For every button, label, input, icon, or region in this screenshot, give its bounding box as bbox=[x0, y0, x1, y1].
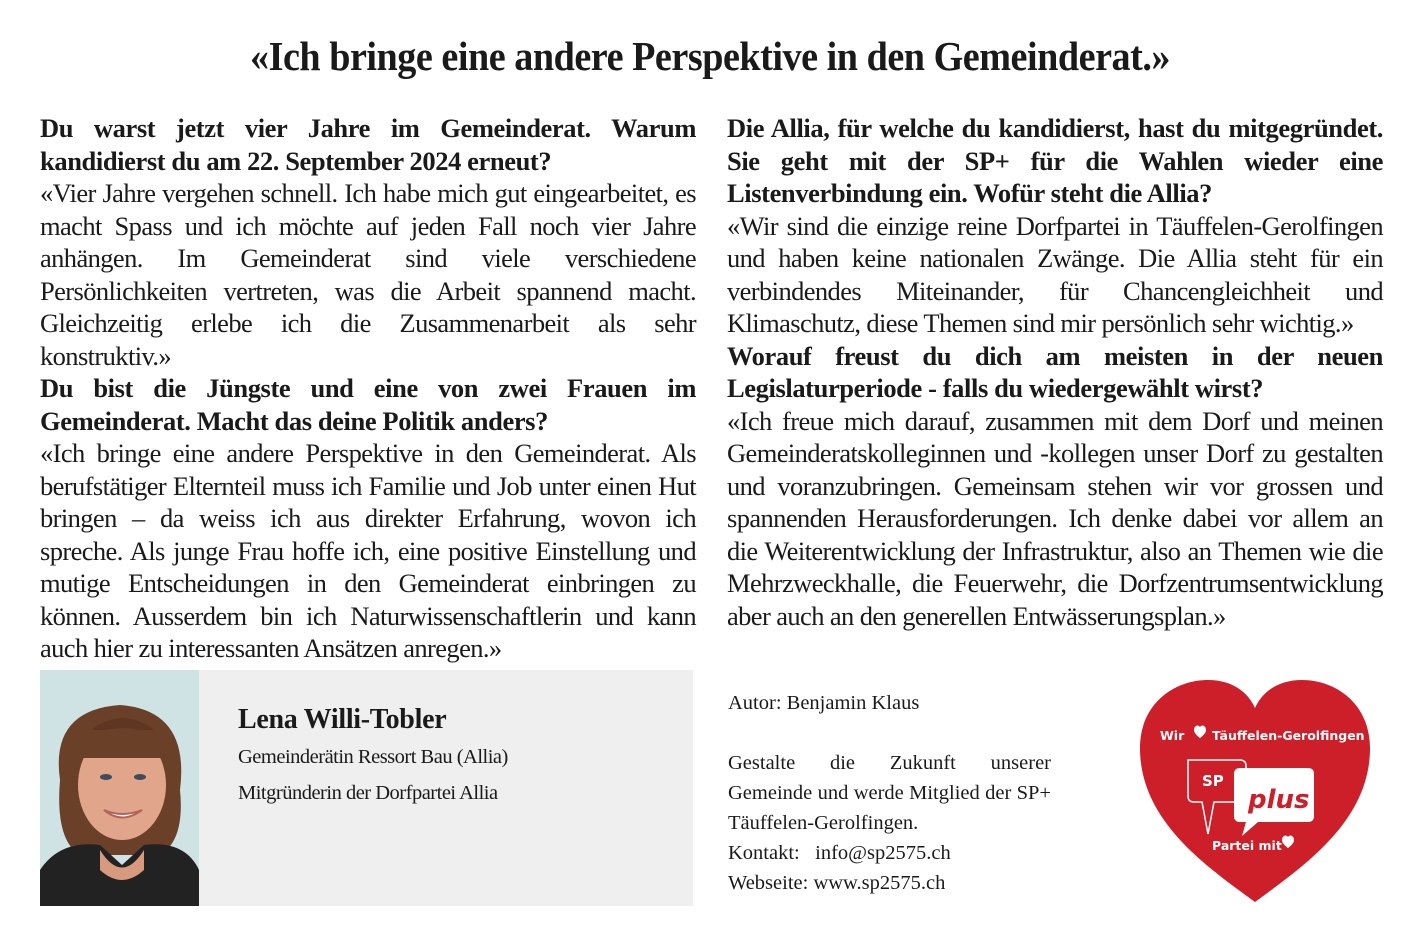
logo-bottom-text: Partei mit bbox=[1212, 838, 1282, 853]
left-column bbox=[40, 112, 696, 665]
contact-email-link[interactable]: info@sp2575.ch bbox=[815, 842, 951, 864]
answer-1: «Vier Jahre vergehen schnell. Ich habe mich gut eingearbeitet, es macht Spass und ich möchte auf jeden Fall noch vier Jahre anhängen. Im Gemeinderat sind viele verschiedene Persönlichkeiten vertreten, was die Arbeit spannend macht. Gleichzeitig erlebe ich die Zusammenarbeit als sehr konstruktiv.» bbox=[40, 178, 696, 371]
profile-box bbox=[40, 670, 693, 906]
website-link[interactable]: www.sp2575.ch bbox=[813, 872, 946, 894]
question-1: Du warst jetzt vier Jahre im Gemeinderat. Warum kandidierst du am 22. September 2024 erneut? bbox=[40, 113, 696, 176]
author-line: Autor: Benjamin Klaus bbox=[728, 692, 920, 714]
article-title: «Ich bringe eine andere Perspektive in den Gemeinderat.» bbox=[249, 33, 1171, 79]
website-line bbox=[728, 868, 1051, 898]
logo-sp-text: SP bbox=[1202, 772, 1224, 790]
question-3: Die Allia, für welche du kandidierst, hast du mitgegründet. Sie geht mit der SP+ für die Wahlen wieder eine Listenverbindung ein. Wofür steht die Allia? bbox=[727, 113, 1383, 208]
call-to-action: Gestalte die Zukunft unserer Gemeinde und werde Mitglied der SP+ Täuffelen-Gerolfingen. bbox=[728, 752, 1051, 834]
logo-plus-text: plus bbox=[1248, 785, 1310, 815]
question-2: Du bist die Jüngste und eine von zwei Frauen im Gemeinderat. Macht das deine Politik anders? bbox=[40, 373, 696, 436]
contact-line bbox=[728, 838, 1051, 868]
profile-role: Gemeinderätin Ressort Bau (Allia) bbox=[238, 746, 508, 768]
portrait-photo-icon bbox=[40, 670, 199, 906]
contact-label: Kontakt: bbox=[728, 842, 800, 864]
answer-3: «Wir sind die einzige reine Dorfpartei in Täuffelen-Gerolfingen und haben keine nationalen Zwänge. Die Allia steht für ein verbindendes Miteinander, für Chancengleichheit und Klimaschutz, diese Themen sind mir persönlich sehr wichtig.» bbox=[727, 210, 1383, 338]
logo-top-text-a: Wir bbox=[1160, 728, 1185, 743]
question-4: Worauf freust du dich am meisten in der neuen Legislaturperiode - falls du wiedergewählt wirst? bbox=[727, 340, 1383, 403]
info-block bbox=[728, 688, 1051, 898]
profile-name: Lena Willi-Tobler bbox=[238, 704, 447, 735]
profile-text bbox=[238, 704, 508, 818]
website-label: Webseite: bbox=[728, 872, 809, 894]
profile-note: Mitgründerin der Dorfpartei Allia bbox=[238, 782, 498, 804]
right-column bbox=[727, 112, 1383, 632]
answer-4: «Ich freue mich darauf, zusammen mit dem Dorf und meinen Gemeinderatskolleginnen und -kollegen unser Dorf zu gestalten und voranzubringen. Gemeinsam stehen wir vor grossen und spannenden Herausforderungen. Ich denke dabei vor allem an die Weiterentwicklung der Infrastruktur, also an Themen wie die Mehrzweckhalle, die Feuerwehr, die Dorfzentrumsentwicklung aber auch an den generellen Entwässerungsplan.» bbox=[727, 405, 1383, 631]
answer-2: «Ich bringe eine andere Perspektive in den Gemeinderat. Als berufstätiger Elternteil muss ich Familie und Job unter einen Hut bringen – da weiss ich aus direkter Erfahrung, wovon ich spreche. Als junge Frau hoffe ich, eine positive Einstellung und mutige Entscheidungen in den Gemeinderat einbringen zu können. Ausserdem bin ich Naturwissenschaftlerin und kann auch hier zu interessanten Ansätzen anregen.» bbox=[40, 438, 696, 663]
logo-top-text-b: Täuffelen-Gerolfingen bbox=[1212, 728, 1365, 743]
sp-plus-logo bbox=[1136, 676, 1374, 904]
